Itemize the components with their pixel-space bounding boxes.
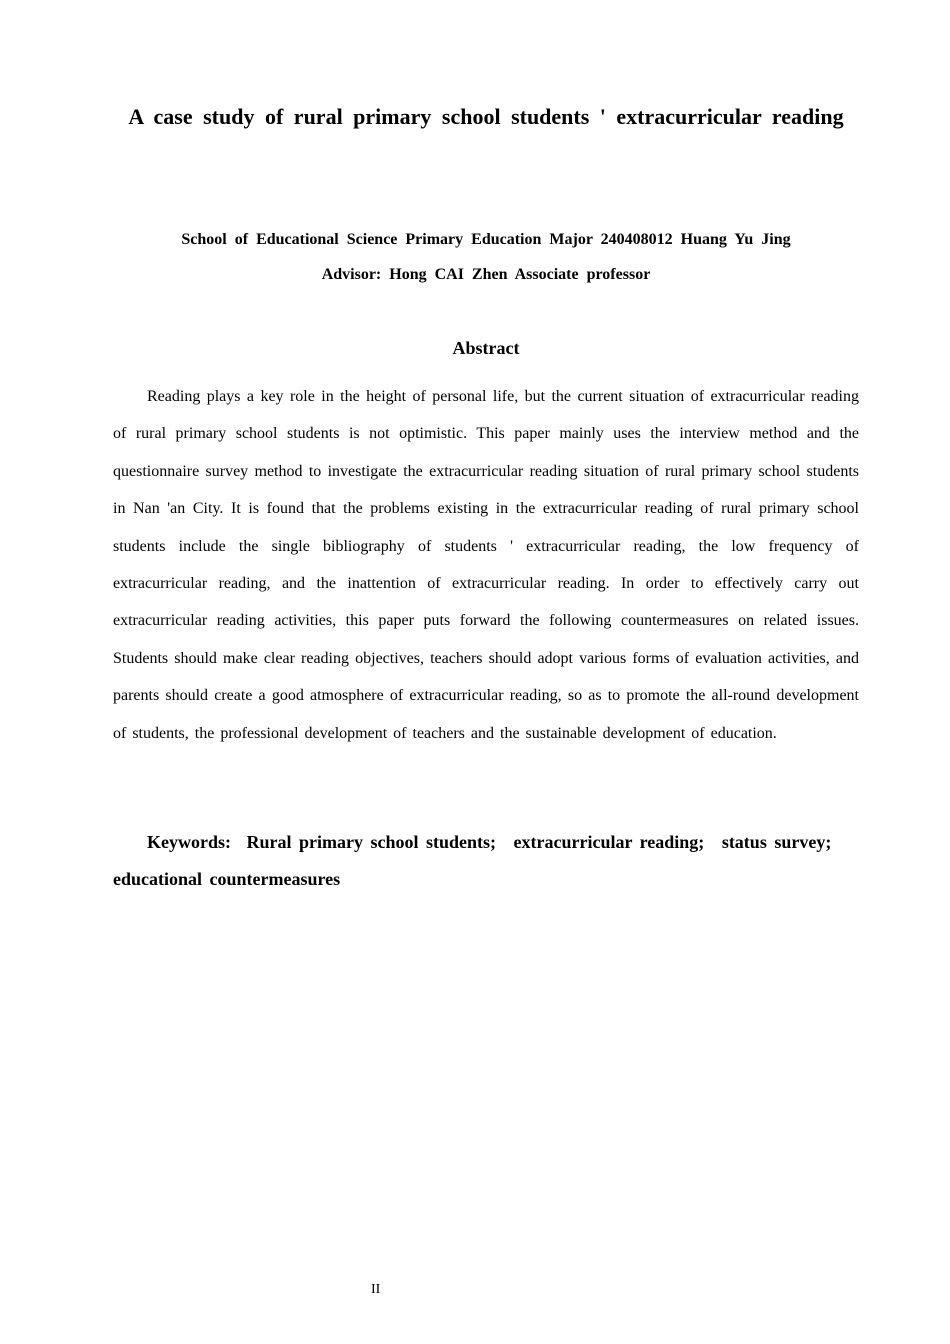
keyword-item: extracurricular reading; xyxy=(513,832,705,852)
abstract-body: Reading plays a key role in the height of personal life, but the current situation of extracurricular reading of rural primary school students is not optimistic. This paper mainly uses the interview method and the questionnaire survey method to investigate the extracurricular reading situation of rural primary school students in Nan 'an City. It is found that the problems existing in the extracurricular reading of rural primary school students include the single bibliography of students ' extracurricular reading, the low frequency of extracurricular reading, and the inattention of extracurricular reading. In order to effectively carry out extracurricular reading activities, this paper puts forward the following countermeasures on related issues. Students should make clear reading objectives, teachers should adopt various forms of evaluation activities, and parents should create a good atmosphere of extracurricular reading, so as to promote the all-round development of students, the professional development of teachers and the sustainable development of education. xyxy=(113,388,859,742)
keyword-item: Rural primary school students; xyxy=(246,832,497,852)
advisor-line: Advisor: Hong CAI Zhen Associate professor xyxy=(321,266,651,283)
page-number: II xyxy=(371,1282,381,1297)
keywords-paragraph xyxy=(113,824,859,898)
author-line: School of Educational Science Primary Education Major 240408012 Huang Yu Jing xyxy=(181,231,791,248)
keyword-item: educational countermeasures xyxy=(113,869,341,889)
keyword-item: status survey; xyxy=(721,832,832,852)
keywords-label: Keywords: xyxy=(147,832,231,852)
abstract-heading: Abstract xyxy=(452,338,520,358)
paper-title: A case study of rural primary school students ' extracurricular reading xyxy=(128,104,844,129)
